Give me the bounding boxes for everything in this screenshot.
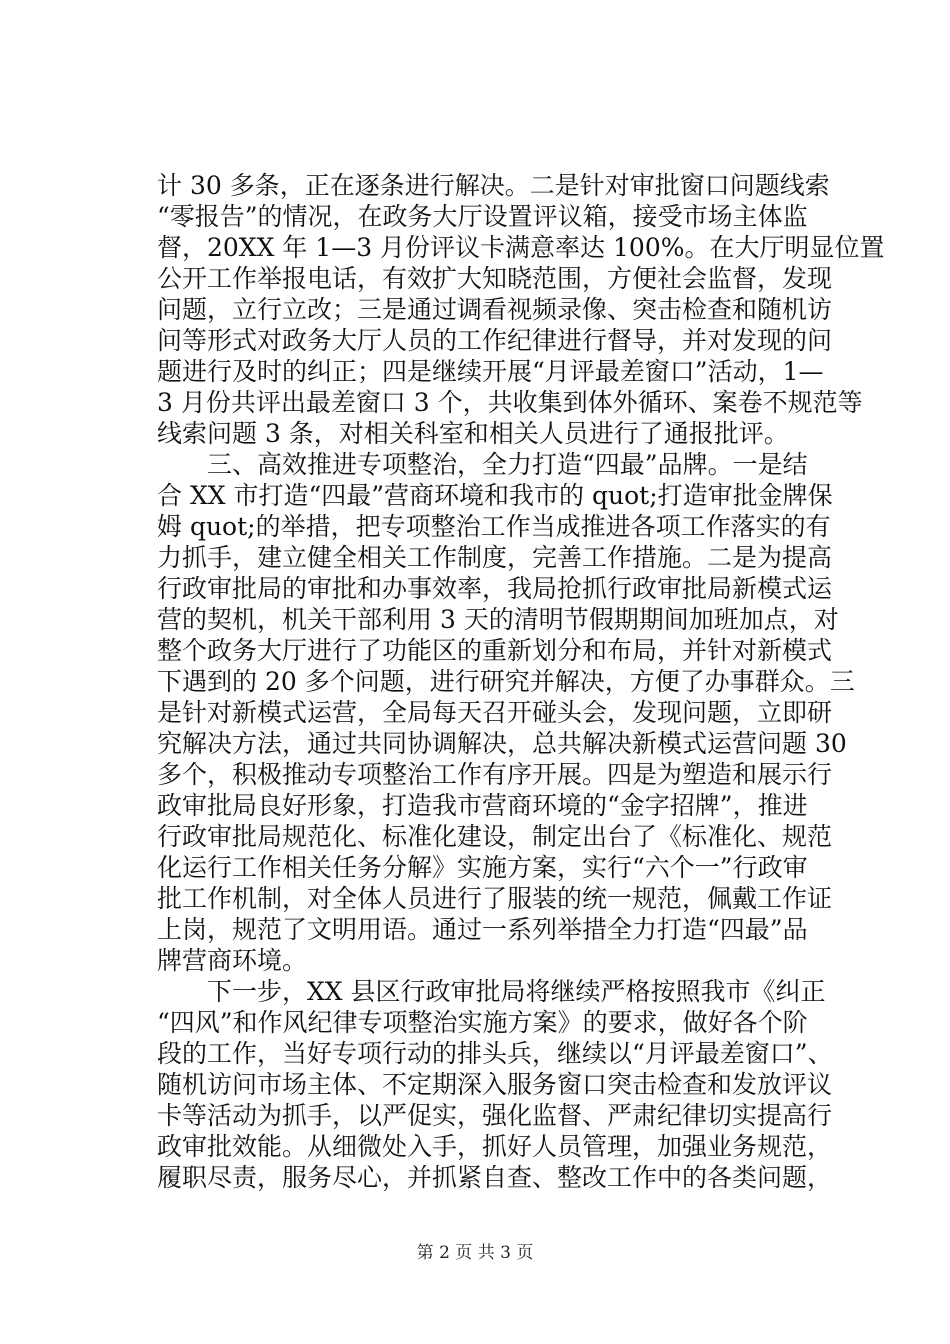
text-line: “零报告”的情况，在政务大厅设置评议箱，接受市场主体监: [157, 202, 808, 231]
text-line: 问等形式对政务大厅人员的工作纪律进行督导，并对发现的问: [157, 326, 833, 355]
page-footer: 第 2 页 共 3 页: [416, 1243, 534, 1263]
text-line: 整个政务大厅进行了功能区的重新划分和布局，并针对新模式: [157, 636, 833, 665]
text-line: 3 月份共评出最差窗口 3 个，共收集到体外循环、案卷不规范等: [157, 388, 863, 417]
text-line: 题进行及时的纠正；四是继续开展“月评最差窗口”活动，1—: [157, 357, 824, 386]
text-line: 行政审批局规范化、标准化建设，制定出台了《标准化、规范: [157, 822, 833, 851]
text-line: “四风”和作风纪律专项整治实施方案》的要求，做好各个阶: [157, 1008, 808, 1037]
text-line: 随机访问市场主体、不定期深入服务窗口突击检查和发放评议: [157, 1070, 833, 1099]
text-line: 下一步，XX 县区行政审批局将继续严格按照我市《纠正: [157, 977, 826, 1006]
text-line: 化运行工作相关任务分解》实施方案，实行“六个一”行政审: [157, 853, 808, 882]
text-line: 力抓手，建立健全相关工作制度，完善工作措施。二是为提高: [157, 543, 833, 572]
text-line: 段的工作，当好专项行动的排头兵，继续以“月评最差窗口”、: [157, 1039, 833, 1068]
text-line: 行政审批局的审批和办事效率，我局抢抓行政审批局新模式运: [157, 574, 833, 603]
text-line: 公开工作举报电话，有效扩大知晓范围，方便社会监督，发现: [157, 264, 833, 293]
text-line: 姆 quot;的举措，把专项整治工作当成推进各项工作落实的有: [157, 512, 831, 541]
text-line: 下遇到的 20 多个问题，进行研究并解决，方便了办事群众。三: [157, 667, 855, 696]
text-line: 三、高效推进专项整治，全力打造“四最”品牌。一是结: [157, 450, 808, 479]
text-line: 是针对新模式运营，全局每天召开碰头会，发现问题，立即研: [157, 698, 833, 727]
text-line: 政审批效能。从细微处入手，抓好人员管理，加强业务规范，: [157, 1132, 833, 1161]
text-line: 卡等活动为抓手，以严促实，强化监督、严肃纪律切实提高行: [157, 1101, 833, 1130]
text-line: 政审批局良好形象，打造我市营商环境的“金字招牌”，推进: [157, 791, 808, 820]
text-line: 营的契机，机关干部利用 3 天的清明节假期期间加班加点，对: [157, 605, 839, 634]
text-line: 问题，立行立改；三是通过调看视频录像、突击检查和随机访: [157, 295, 833, 324]
text-line: 合 XX 市打造“四最”营商环境和我市的 quot;打造审批金牌保: [157, 481, 833, 510]
text-line: 线索问题 3 条，对相关科室和相关人员进行了通报批评。: [157, 419, 789, 448]
text-line: 牌营商环境。: [157, 946, 308, 975]
text-line: 计 30 多条，正在逐条进行解决。二是针对审批窗口问题线索: [157, 171, 830, 200]
text-line: 多个，积极推动专项整治工作有序开展。四是为塑造和展示行: [157, 760, 833, 789]
text-line: 履职尽责，服务尽心，并抓紧自查、整改工作中的各类问题，: [157, 1163, 833, 1192]
document-body: [157, 170, 885, 1193]
text-line: 督，20XX 年 1—3 月份评议卡满意率达 100%。在大厅明显位置: [157, 233, 885, 262]
text-line: 究解决方法，通过共同协调解决，总共解决新模式运营问题 30: [157, 729, 847, 758]
text-line: 上岗，规范了文明用语。通过一系列举措全力打造“四最”品: [157, 915, 808, 944]
text-line: 批工作机制，对全体人员进行了服装的统一规范，佩戴工作证: [157, 884, 833, 913]
